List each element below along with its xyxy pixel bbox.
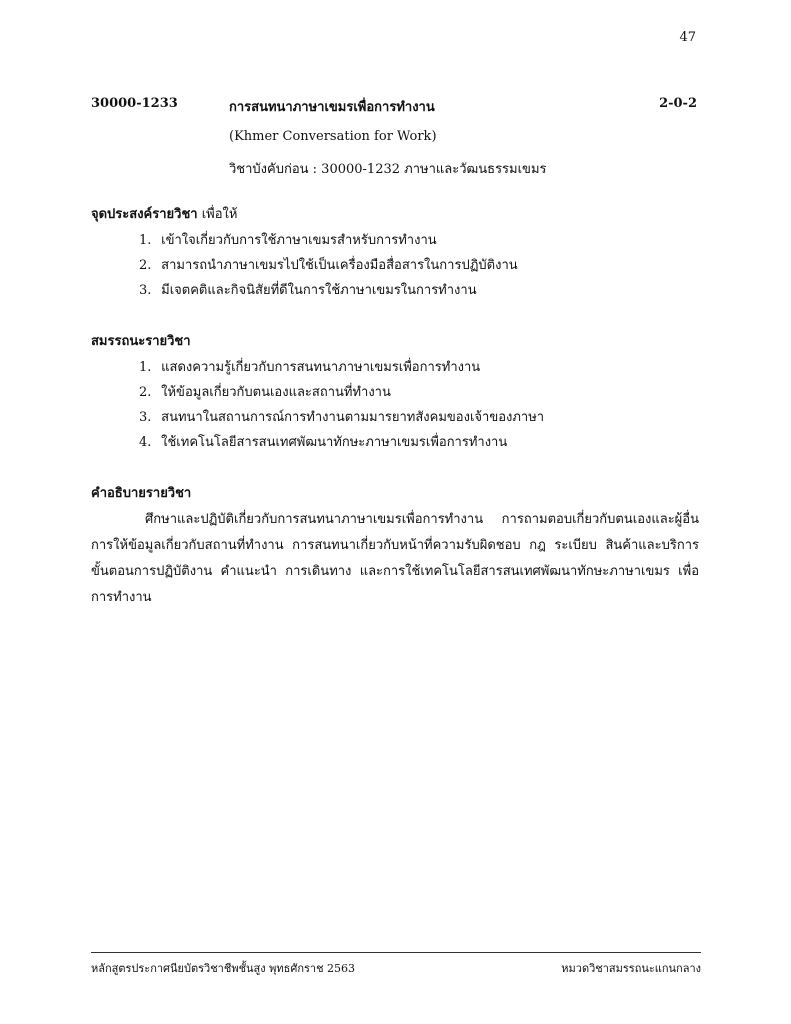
list-item-number: 3. [139, 283, 152, 298]
objectives-heading-label: จุดประสงค์รายวิชา [91, 207, 198, 222]
course-prerequisite: วิชาบังคับก่อน : 30000-1232 ภาษาและวัฒนธรรมเขมร [229, 162, 547, 177]
competencies-heading [91, 329, 701, 355]
course-title-thai: การสนทนาภาษาเขมรเพื่อการทำงาน [229, 100, 435, 115]
list-item-text: ให้ข้อมูลเกี่ยวกับตนเองและสถานที่ทำงาน [161, 385, 391, 400]
list-item [91, 430, 701, 455]
list-item-number: 2. [139, 385, 152, 400]
list-item-text: ใช้เทคโนโลยีสารสนเทศพัฒนาทักษะภาษาเขมรเพื่อการทำงาน [161, 435, 508, 450]
course-header [91, 96, 697, 176]
course-code: 30000-1233 [91, 96, 178, 111]
list-item [91, 278, 701, 303]
competencies-heading-label: สมรรถนะรายวิชา [91, 334, 191, 349]
course-title-english: (Khmer Conversation for Work) [229, 129, 437, 144]
competencies-list [91, 355, 701, 455]
list-item-number: 4. [139, 435, 152, 450]
list-item-text: มีเจตคติและกิจนิสัยที่ดีในการใช้ภาษาเขมรในการทำงาน [161, 283, 477, 298]
objectives-heading-suffix: เพื่อให้ [197, 207, 238, 222]
list-item-number: 1. [139, 360, 152, 375]
list-item-number: 2. [139, 258, 152, 273]
list-item-text: เข้าใจเกี่ยวกับการใช้ภาษาเขมรสำหรับการทำงาน [161, 233, 437, 248]
description-heading-label: คำอธิบายรายวิชา [91, 486, 192, 501]
page-number: 47 [679, 30, 696, 45]
list-item [91, 355, 701, 380]
page-footer [91, 952, 701, 975]
list-item [91, 405, 701, 430]
list-item [91, 228, 701, 253]
objectives-section [91, 202, 701, 303]
list-item [91, 380, 701, 405]
description-section [91, 481, 701, 611]
objectives-list [91, 228, 701, 303]
objectives-heading [91, 202, 701, 228]
list-item-text: สามารถนำภาษาเขมรไปใช้เป็นเครื่องมือสื่อสารในการปฏิบัติงาน [161, 258, 518, 273]
course-credits: 2-0-2 [659, 96, 697, 111]
footer-curriculum-name: หลักสูตรประกาศนียบัตรวิชาชีพชั้นสูง พุทธศักราช 2563 [91, 962, 356, 975]
list-item [91, 253, 701, 278]
competencies-section [91, 329, 701, 455]
list-item-number: 1. [139, 233, 152, 248]
description-heading [91, 481, 701, 507]
list-item-text: สนทนาในสถานการณ์การทำงานตามมารยาทสังคมของเจ้าของภาษา [161, 410, 545, 425]
list-item-text: แสดงความรู้เกี่ยวกับการสนทนาภาษาเขมรเพื่อการทำงาน [161, 360, 481, 375]
list-item-number: 3. [139, 410, 152, 425]
footer-category-name: หมวดวิชาสมรรถนะแกนกลาง [561, 962, 701, 975]
description-text: ศึกษาและปฏิบัติเกี่ยวกับการสนทนาภาษาเขมรเพื่อการทำงาน การถามตอบเกี่ยวกับตนเองและผู้อื่น การให้ข้อมูลเกี่ยวกับสถานที่ทำงาน การสนทนาเกี่ยวกับหน้าที่ความรับผิดชอบ กฎ ระเบียบ สินค้าและบริการ ขั้นตอนการปฏิบัติงาน คำแนะนำ การเดินทาง และการใช้เทคโนโลยีสารสนเทศพัฒนาทักษะภาษาเขมร เพื่อการทำงาน [91, 512, 699, 605]
